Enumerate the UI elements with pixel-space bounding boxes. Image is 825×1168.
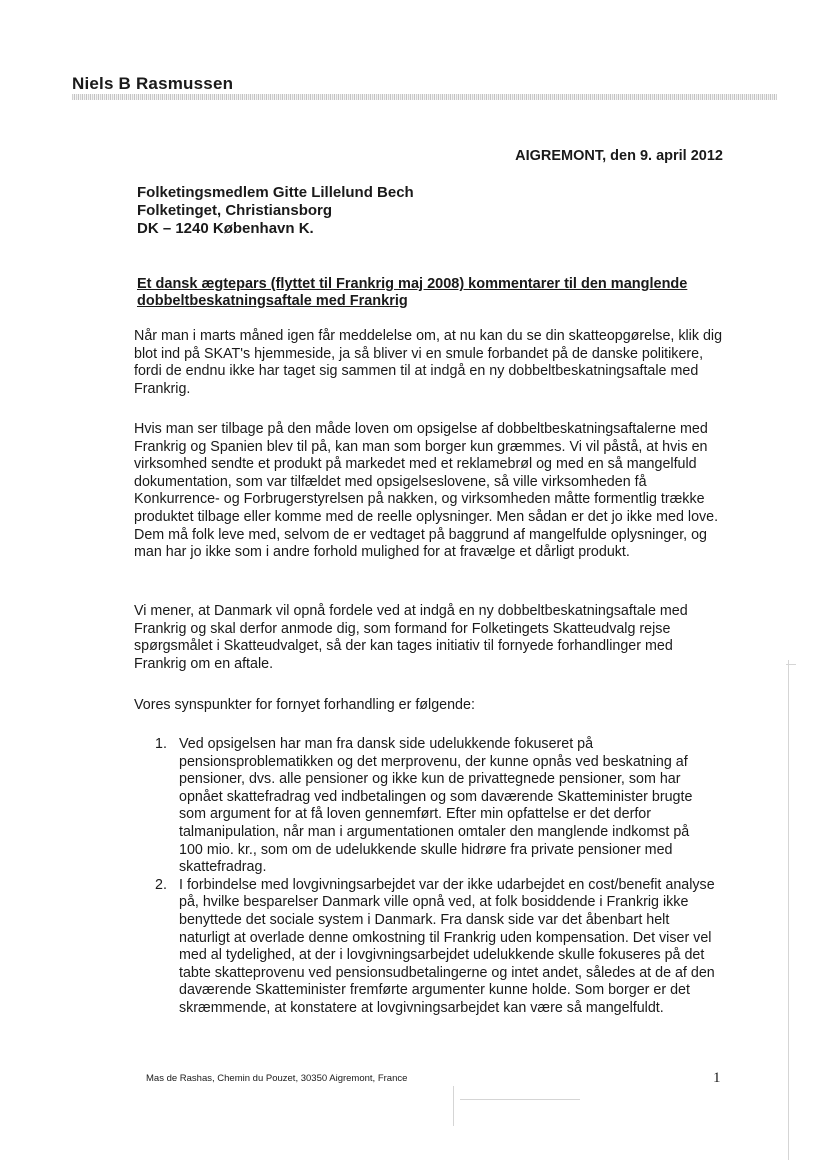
footer-address: Mas de Rashas, Chemin du Pouzet, 30350 Aigremont, France [146,1073,408,1084]
sender-name: Niels B Rasmussen [72,74,234,93]
scan-artifact [786,664,796,665]
scan-artifact [460,1099,580,1100]
recipient-line-2: Folketinget, Christiansborg [137,202,333,219]
paragraph-4: Vores synspunkter for fornyet forhandling er følgende: [134,697,475,713]
list-item [155,877,715,1018]
viewpoints-list [155,736,715,1018]
page-number: 1 [713,1070,721,1086]
list-item-text: I forbindelse med lovgivningsarbejdet var der ikke udarbejdet en cost/benefit analyse på, hvilke besparelser Danmark ville opnå ved, at folk bosiddende i Frankrig ikke benyttede det sociale system i Danmark. Fra dansk side var det åbenbart helt naturligt at overlade denne omkostning til Frankrig uden kompensation. Det viser vel med al tydelighed, at der i lovgivningsarbejdet udelukkende skulle fokuseres på det tabte skatteprovenu ved pensionsudbetalingerne og intet andet, således at de af den daværende Skatteminister fremførte argumenter kunne holde. Som borger er det skræmmende, at konstatere at lovgivningsarbejdet kan være så mangelfuldt. [179,876,715,1016]
list-item-number: 1. [155,736,167,752]
recipient-line-1: Folketingsmedlem Gitte Lillelund Bech [137,184,414,201]
recipient-address [137,184,414,238]
list-item-number: 2. [155,876,167,893]
scan-artifact [788,660,789,1160]
list-item [155,736,715,877]
paragraph-1: Når man i marts måned igen får meddelelse om, at nu kan du se din skatteopgørelse, klik dig blot ind på SKAT's hjemmeside, ja så bliver vi en smule forbandet på de danske politikere, fordi de endnu ikke har taget sig sammen til at indgå en ny dobbeltbeskatningsaftale med Frankrig. [134,328,723,397]
paragraph-3: Vi mener, at Danmark vil opnå fordele ved at indgå en ny dobbeltbeskatningsaftale med Frankrig og skal derfor anmode dig, som formand for Folketingets Skatteudvalg rejse spørgsmålet i Skatteudvalget, så der kan tages initiativ til fornyede forhandlinger med Frankrig om en aftale. [134,603,688,672]
letterhead-rule [72,94,777,100]
dateline: AIGREMONT, den 9. april 2012 [515,148,723,164]
letterhead [72,74,777,100]
list-item-text: Ved opsigelsen har man fra dansk side udelukkende fokuseret på pensionsproblematikken og det merprovenu, der kunne opnås ved beskatning af pensioner, dvs. alle pensioner og ikke kun de privattegnede pensioner, som har opnået skattefradrag ved indbetalingen og som daværende Skatteminister brugte som argument for at få loven gennemført. Efter min opfattelse er det derfor talmanipulation, når man i argumentationen omtaler den manglende indkomst på 100 mio. kr., som om de udelukkende skulle hidrøre fra private pensioner med skattefradrag. [179,736,693,876]
letter-subject: Et dansk ægtepars (flyttet til Frankrig maj 2008) kommentarer til den manglende dobbeltbeskatningsaftale med Frankrig [137,276,688,309]
recipient-line-3: DK – 1240 København K. [137,220,314,237]
paragraph-2: Hvis man ser tilbage på den måde loven om opsigelse af dobbeltbeskatningsaftalerne med Frankrig og Spanien blev til på, kan man som borger kun græmmes. Vi vil påstå, at hvis en virksomhed sendte et produkt på markedet med et reklamebrøl og med en så mangelfuld dokumentation, som var tilfældet med opsigelseslovene, så ville virksomheden få Konkurrence- og Forbrugerstyrelsen på nakken, og virksomheden måtte formentlig trække produktet tilbage eller komme med de reelle oplysninger. Men sådan er det jo ikke med love. Dem må folk leve med, selvom de er vedtaget på baggrund af mangelfulde oplysninger, og man har jo ikke som i andre forhold mulighed for at fravælge et dårligt produkt. [134,421,719,561]
scan-artifact [453,1086,454,1126]
